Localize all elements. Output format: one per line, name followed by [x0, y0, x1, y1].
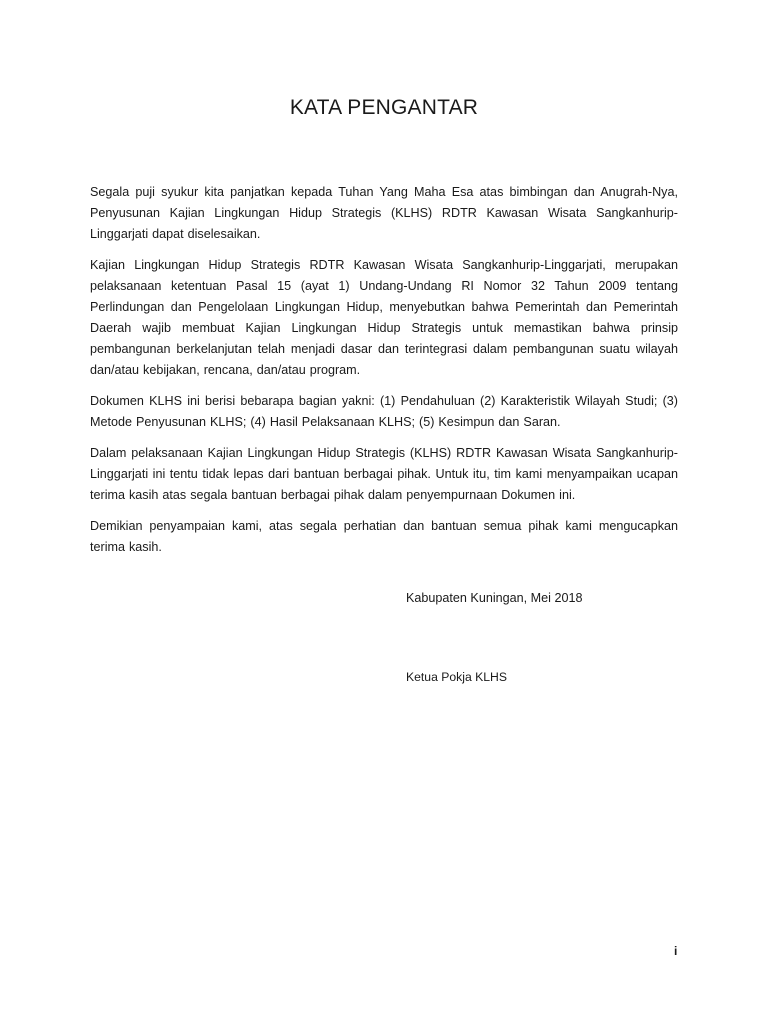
paragraph-1: Segala puji syukur kita panjatkan kepada Tuhan Yang Maha Esa atas bimbingan dan Anugrah-Nya, Penyusunan Kajian Lingkungan Hidup Strategis (KLHS) RDTR Kawasan Wisata Sangkanhurip-Linggarjati dapat diselesaikan.	[90, 185, 678, 241]
signatory-title: Ketua Pokja KLHS	[406, 670, 507, 684]
place-date: Kabupaten Kuningan, Mei 2018	[406, 591, 583, 605]
paragraph-3: Dokumen KLHS ini berisi bebarapa bagian yakni: (1) Pendahuluan (2) Karakteristik Wilayah Studi; (3) Metode Penyusunan KLHS; (4) Hasil Pelaksanaan KLHS; (5) Kesimpun dan Saran.	[90, 394, 678, 429]
paragraph-2: Kajian Lingkungan Hidup Strategis RDTR Kawasan Wisata Sangkanhurip-Linggarjati, merupakan pelaksanaan ketentuan Pasal 15 (ayat 1) Undang-Undang RI Nomor 32 Tahun 2009 tentang Perlindungan dan Pengelolaan Lingkungan Hidup, menyebutkan bahwa Pemerintah dan Pemerintah Daerah wajib membuat Kajian Lingkungan Hidup Strategis untuk memastikan bahwa prinsip pembangunan berkelanjutan telah menjadi dasar dan terintegrasi dalam pembangunan suatu wilayah dan/atau kebijakan, rencana, dan/atau program.	[90, 258, 678, 377]
page-number: i	[674, 944, 678, 958]
body-text	[90, 182, 678, 568]
paragraph-5: Demikian penyampaian kami, atas segala perhatian dan bantuan semua pihak kami mengucapkan terima kasih.	[90, 519, 678, 554]
page-title: KATA PENGANTAR	[289, 96, 479, 119]
paragraph-4: Dalam pelaksanaan Kajian Lingkungan Hidup Strategis (KLHS) RDTR Kawasan Wisata Sangkanhurip-Linggarjati ini tentu tidak lepas dari bantuan berbagai pihak. Untuk itu, tim kami menyampaikan ucapan terima kasih atas segala bantuan berbagai pihak dalam penyempurnaan Dokumen ini.	[90, 446, 678, 502]
